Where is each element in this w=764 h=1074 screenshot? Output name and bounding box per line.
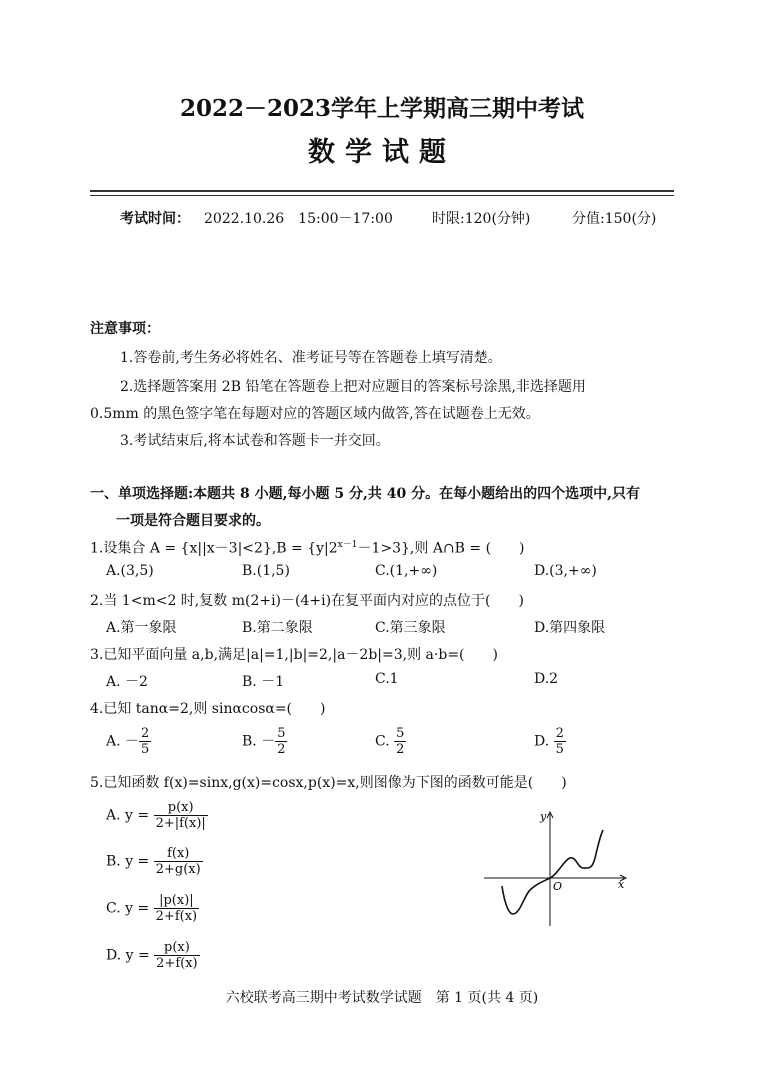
q5-option-a: A. y = $\frac{p(x)}{2+|f(x)|}$: [106, 800, 206, 831]
q5-option-d: D. y = $\frac{p(x)}{2+f(x)}$: [106, 940, 198, 971]
q4-option-d: D. $\frac{2}{5}$: [534, 726, 564, 757]
question-2-stem: 2.当 1<m<2 时,复数 m(2+i)－(4+i)在复平面内对应的点位于( ): [90, 593, 524, 609]
header-divider-thin: [90, 195, 674, 196]
question-4-stem: 4.已知 tanα=2,则 sinαcosα=( ): [90, 701, 326, 717]
note-item: 3.考试结束后,将本试卷和答题卡一并交回。: [120, 433, 390, 449]
q1-option-a: A.(3,5): [106, 563, 154, 579]
q4-option-c: C. $\frac{5}{2}$: [375, 726, 405, 757]
q2-option-d: D.第四象限: [534, 620, 606, 636]
q2-option-b: B.第二象限: [242, 620, 313, 636]
q4-option-a: A. － $\frac{2}{5}$: [106, 726, 150, 757]
x-axis-label: x: [618, 878, 625, 891]
origin-label: O: [553, 880, 563, 893]
section-heading-cont: 一项是符合题目要求的。: [116, 513, 270, 529]
q1-option-c: C.(1,+∞): [375, 563, 438, 579]
question-1-stem: 1.设集合 $A = \{x||x-3|<2\},B = \{y|2^{x-1}-1>3\}$,则 A∩B = ( ): [90, 540, 525, 557]
q3-option-b: B. －1: [242, 674, 285, 690]
exam-subtitle: 数学试题: [308, 137, 456, 168]
q2-option-a: A.第一象限: [106, 620, 177, 636]
time-label: 考试时间：: [120, 211, 190, 227]
q3-option-a: A. －2: [106, 674, 148, 690]
y-axis-label: y: [540, 810, 547, 823]
function-curve: [502, 830, 603, 914]
note-item: 2.选择题答案用 2B 铅笔在答题卷上把对应题目的答案标号涂黑,非选择题用: [120, 379, 586, 395]
q4-option-b: B. － $\frac{5}{2}$: [242, 726, 286, 757]
score: 分值:150(分): [572, 211, 657, 227]
q5-option-c: C. y = $\frac{|p(x)|}{2+f(x)}$: [106, 893, 198, 924]
duration: 时限:120(分钟): [432, 211, 531, 227]
page-footer: 六校联考高三期中考试数学试题 第 1 页(共 4 页): [225, 990, 539, 1006]
q5-option-b: B. y = $\frac{f(x)}{2+g(x)}$: [106, 846, 201, 877]
exam-title: 2022－2023学年上学期高三期中考试: [179, 95, 585, 122]
note-item: 0.5mm 的黑色签字笔在每题对应的答题区域内做答,答在试题卷上无效。: [90, 406, 540, 422]
notes-heading: 注意事项：: [90, 321, 160, 337]
time-value: 2022.10.26 15:00－17:00: [204, 211, 393, 227]
q2-option-c: C.第三象限: [375, 620, 446, 636]
q3-option-c: C.1: [375, 671, 399, 687]
header-divider: [90, 190, 674, 192]
section-heading: 一、单项选择题:本题共 8 小题,每小题 5 分,共 40 分。在每小题给出的四个选项中,只有: [90, 486, 640, 502]
q1-option-b: B.(1,5): [242, 563, 290, 579]
q1-option-d: D.(3,+∞): [534, 563, 597, 579]
question-3-stem: 3.已知平面向量 a,b,满足|a|=1,|b|=2,|a－2b|=3,则 a·b=( ): [90, 647, 498, 663]
function-graph: [480, 808, 630, 930]
question-5-stem: 5.已知函数 f(x)=sinx,g(x)=cosx,p(x)=x,则图像为下图的函数可能是( ): [90, 775, 567, 791]
q3-option-d: D.2: [534, 671, 559, 687]
note-item: 1.答卷前,考生务必将姓名、准考证号等在答题卷上填写清楚。: [120, 350, 502, 366]
